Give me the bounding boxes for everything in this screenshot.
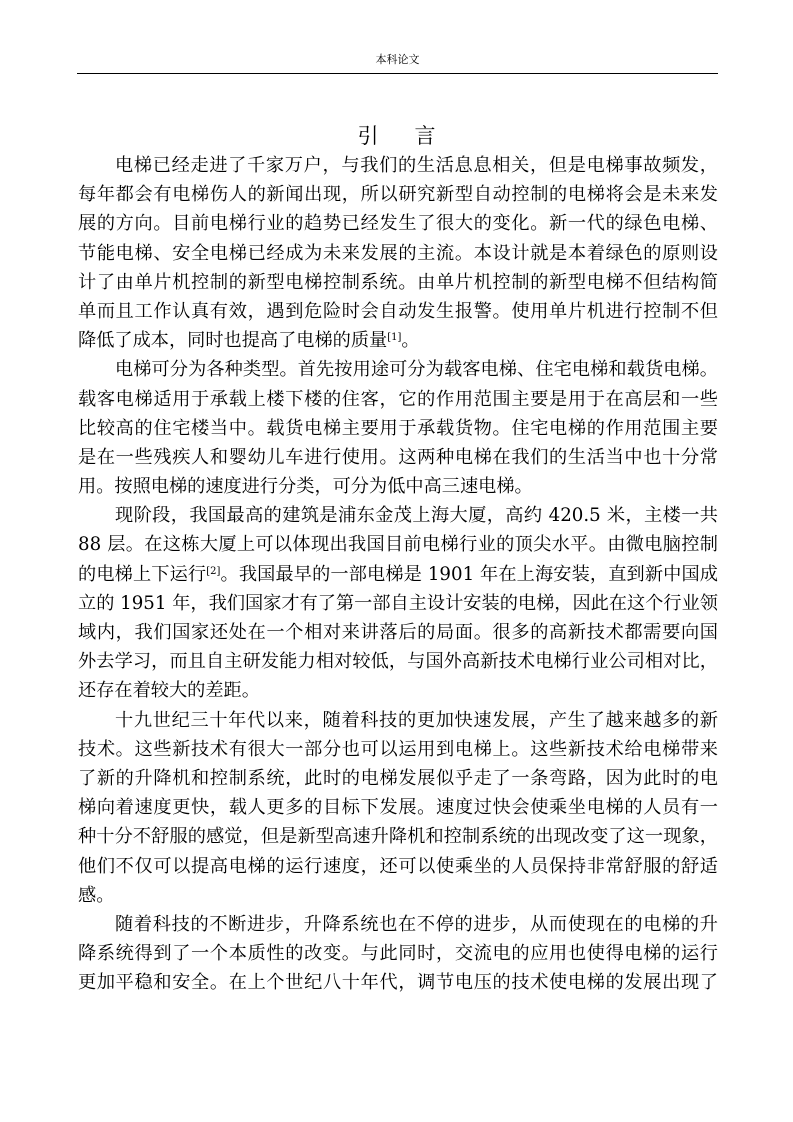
text-line: 每年都会有电梯伤人的新闻出现，所以研究新型自动控制的电梯将会是未来发 [78,184,718,206]
text-line: 十九世纪三十年代以来，随着科技的更加快速发展，产生了越来越多的新 [115,709,718,731]
text-line: 种十分不舒服的感觉，但是新型高速升降机和控制系统的出现改变了这一现象， [78,826,718,848]
text-line: 梯向着速度更快，载人更多的目标下发展。速度过快会使乘坐电梯的人员有一 [78,797,718,819]
section-title: 引言 [357,124,472,148]
text-span: 。我国最早的一部电梯是 1901 年在上海安装，直到新中国成 [220,563,718,585]
citation-ref: [1] [387,332,402,344]
text-line: 现阶段，我国最高的建筑是浦东金茂上海大厦，高约 420.5 米，主楼一共 [115,505,718,527]
text-line: 展的方向。目前电梯行业的趋势已经发生了很大的变化。新一代的绿色电梯、 [78,213,718,235]
citation-ref: [2] [206,565,221,577]
text-line: 感。 [78,884,115,906]
header-rule [77,73,718,74]
text-line: 用。按照电梯的速度进行分类，可分为低中高三速电梯。 [78,476,533,498]
text-line: 还存在着较大的差距。 [78,680,260,702]
text-line: 比较高的住宅楼当中。载货电梯主要用于承载货物。住宅电梯的作用范围主要 [78,417,718,439]
text-line: 外去学习，而且自主研发能力相对较低，与国外高新技术电梯行业公司相对比， [78,651,718,673]
text-line: 电梯可分为各种类型。首先按用途可分为载客电梯、住宅电梯和载货电梯。 [115,359,718,381]
paragraph [78,151,718,355]
paragraph [78,910,718,998]
text-line: 88 层。在这栋大厦上可以体现出我国目前电梯行业的顶尖水平。由微电脑控制 [78,534,718,556]
text-line: 降系统得到了一个本质性的改变。与此同时，交流电的应用也使得电梯的运行 [78,943,718,965]
text-line: 随着科技的不断进步，升降系统也在不停的进步，从而使现在的电梯的升 [115,913,718,935]
text-span: 的电梯上下运行 [78,563,207,585]
text-line: 载客电梯适用于承载上楼下楼的住客，它的作用范围主要是用于在高层和一些 [78,388,718,410]
text-line: 单而且工作认真有效，遇到危险时会自动发生报警。使用单片机进行控制不但 [78,300,718,322]
text-span: 降低了成本，同时也提高了电梯的质量 [78,330,388,352]
paragraph [78,355,718,501]
running-header: 本科论文 [375,53,420,66]
text-line: 节能电梯、安全电梯已经成为未来发展的主流。本设计就是本着绿色的原则设 [78,242,718,264]
paragraph [78,501,718,705]
text-line [78,326,718,355]
text-line: 更加平稳和安全。在上个世纪八十年代，调节电压的技术使电梯的发展出现了 [78,972,718,994]
text-line: 域内，我们国家还处在一个相对来讲落后的局面。很多的高新技术都需要向国 [78,622,718,643]
text-span: 。 [401,330,420,352]
paragraph [78,706,718,910]
body-text [78,151,718,997]
text-line: 计了由单片机控制的新型电梯控制系统。由单片机控制的新型电梯不但结构简 [78,271,718,293]
text-line: 技术。这些新技术有很大一部分也可以运用到电梯上。这些新技术给电梯带来 [78,738,718,760]
text-line: 是在一些残疾人和婴幼儿车进行使用。这两种电梯在我们的生活当中也十分常 [78,446,718,468]
text-line [78,560,718,589]
text-line: 了新的升降机和控制系统，此时的电梯发展似乎走了一条弯路，因为此时的电 [78,767,718,789]
text-line: 他们不仅可以提高电梯的运行速度，还可以使乘坐的人员保持非常舒服的舒适 [78,855,718,877]
text-line: 电梯已经走进了千家万户，与我们的生活息息相关，但是电梯事故频发， [115,155,718,176]
text-line: 立的 1951 年，我们国家才有了第一部自主设计安装的电梯，因此在这个行业领 [78,592,718,614]
